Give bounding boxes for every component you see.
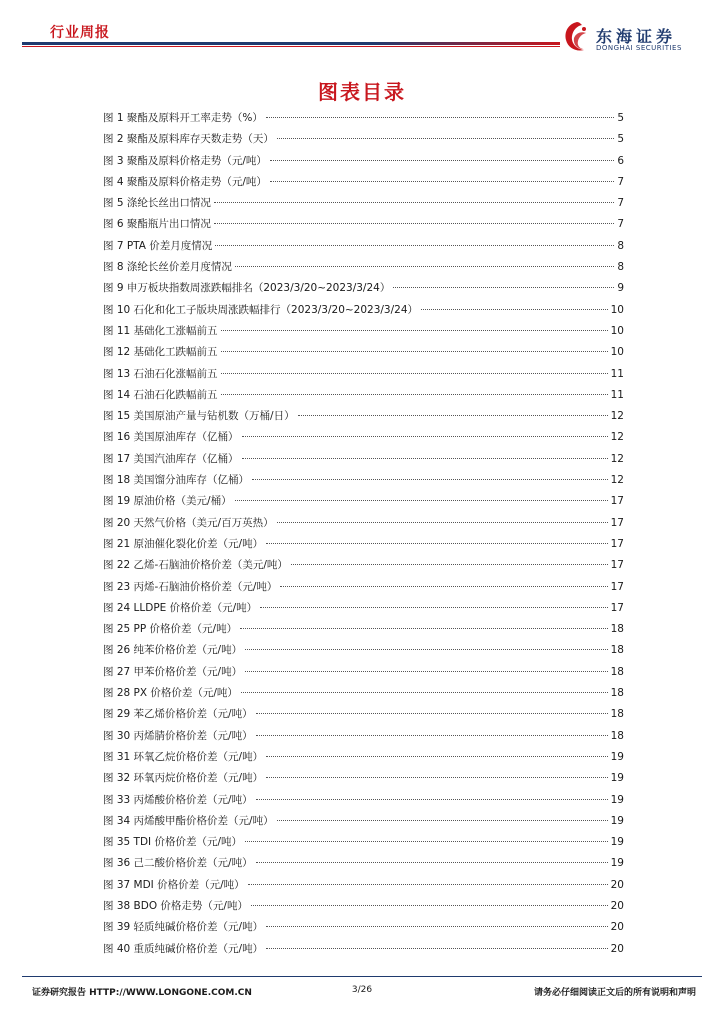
toc-leader-dots [245, 649, 608, 650]
toc-entry[interactable] [103, 662, 624, 683]
toc-entry-page: 18 [610, 687, 624, 700]
toc-leader-dots [256, 799, 608, 800]
toc-leader-dots [266, 543, 608, 544]
toc-leader-dots [215, 245, 614, 246]
toc-entry-title: 图 23 丙烯-石脑油价格价差（元/吨） [103, 580, 278, 593]
toc-entry[interactable] [103, 449, 624, 470]
toc-leader-dots [266, 777, 608, 778]
toc-entry[interactable] [103, 832, 624, 853]
figure-index-list [103, 108, 624, 960]
toc-entry-title: 图 34 丙烯酸甲酯价格价差（元/吨） [103, 814, 274, 827]
toc-entry[interactable] [103, 151, 624, 172]
toc-entry-title: 图 33 丙烯酸价格价差（元/吨） [103, 793, 253, 806]
toc-entry-title: 图 7 PTA 价差月度情况 [103, 239, 213, 252]
toc-leader-dots [235, 500, 608, 501]
toc-entry[interactable] [103, 555, 624, 576]
toc-leader-dots [221, 394, 608, 395]
header-divider [22, 42, 560, 45]
toc-entry[interactable] [103, 300, 624, 321]
toc-leader-dots [221, 373, 608, 374]
footer-divider [22, 976, 702, 977]
toc-leader-dots [240, 628, 608, 629]
toc-entry[interactable] [103, 534, 624, 555]
toc-entry-title: 图 12 基础化工跌幅前五 [103, 346, 218, 359]
toc-entry-page: 19 [610, 772, 624, 785]
toc-entry[interactable] [103, 427, 624, 448]
toc-entry[interactable] [103, 385, 624, 406]
toc-entry-title: 图 8 涤纶长丝价差月度情况 [103, 261, 232, 274]
toc-leader-dots [214, 223, 614, 224]
toc-leader-dots [260, 607, 607, 608]
toc-leader-dots [221, 351, 608, 352]
toc-entry[interactable] [103, 342, 624, 363]
toc-entry[interactable] [103, 896, 624, 917]
toc-entry-page: 12 [610, 452, 624, 465]
toc-entry-title: 图 15 美国原油产量与钻机数（万桶/日） [103, 410, 295, 423]
toc-entry-title: 图 28 PX 价格价差（元/吨） [103, 687, 238, 700]
toc-entry-title: 图 2 聚酯及原料库存天数走势（天） [103, 133, 274, 146]
toc-entry-title: 图 3 聚酯及原料价格走势（元/吨） [103, 154, 267, 167]
toc-leader-dots [277, 138, 614, 139]
toc-entry-title: 图 22 乙烯-石脑油价格价差（美元/吨） [103, 559, 288, 572]
toc-entry[interactable] [103, 278, 624, 299]
toc-entry[interactable] [103, 704, 624, 725]
toc-entry[interactable] [103, 214, 624, 235]
toc-entry-page: 6 [617, 154, 624, 167]
toc-entry-title: 图 5 涤纶长丝出口情况 [103, 197, 211, 210]
toc-leader-dots [280, 586, 607, 587]
toc-entry[interactable] [103, 193, 624, 214]
page-title: 图表目录 [318, 80, 406, 104]
toc-entry-title: 图 20 天然气价格（美元/百万英热） [103, 516, 274, 529]
toc-leader-dots [266, 756, 608, 757]
toc-entry-title: 图 19 原油价格（美元/桶） [103, 495, 232, 508]
header-divider-thin [22, 46, 560, 47]
toc-entry[interactable] [103, 491, 624, 512]
toc-entry-page: 18 [610, 665, 624, 678]
toc-entry[interactable] [103, 108, 624, 129]
toc-entry[interactable] [103, 321, 624, 342]
toc-entry-title: 图 9 申万板块指数周涨跌幅排名（2023/3/20~2023/3/24） [103, 282, 391, 295]
toc-entry-title: 图 27 甲苯价格价差（元/吨） [103, 665, 243, 678]
toc-leader-dots [245, 841, 608, 842]
toc-entry-title: 图 16 美国原油库存（亿桶） [103, 431, 239, 444]
toc-leader-dots [221, 330, 608, 331]
toc-entry-title: 图 30 丙烯腈价格价差（元/吨） [103, 729, 253, 742]
toc-entry-page: 17 [610, 601, 624, 614]
toc-entry-page: 12 [610, 410, 624, 423]
toc-entry-page: 5 [617, 133, 624, 146]
toc-entry-page: 11 [610, 367, 624, 380]
toc-entry[interactable] [103, 513, 624, 534]
toc-leader-dots [270, 181, 614, 182]
toc-entry[interactable] [103, 406, 624, 427]
footer-source: 证券研究报告 HTTP://WWW.LONGONE.COM.CN [32, 988, 252, 998]
toc-entry-page: 7 [617, 218, 624, 231]
toc-entry-page: 9 [617, 282, 624, 295]
toc-entry-page: 19 [610, 750, 624, 763]
footer-page-number: 3/26 [351, 985, 373, 995]
logo-subtitle: DONGHAI SECURITIES [596, 44, 682, 52]
toc-entry-title: 图 31 环氧乙烷价格价差（元/吨） [103, 750, 264, 763]
toc-leader-dots [256, 735, 608, 736]
toc-entry[interactable] [103, 129, 624, 150]
toc-leader-dots [393, 287, 614, 288]
toc-entry[interactable] [103, 364, 624, 385]
toc-entry-title: 图 25 PP 价格价差（元/吨） [103, 623, 238, 636]
toc-entry[interactable] [103, 917, 624, 938]
toc-entry[interactable] [103, 790, 624, 811]
toc-entry-title: 图 11 基础化工涨幅前五 [103, 324, 218, 337]
toc-entry-page: 12 [610, 474, 624, 487]
toc-entry-page: 8 [617, 261, 624, 274]
toc-entry[interactable] [103, 726, 624, 747]
toc-entry-page: 18 [610, 623, 624, 636]
toc-entry-title: 图 39 轻质纯碱价格价差（元/吨） [103, 921, 264, 934]
toc-entry[interactable] [103, 598, 624, 619]
toc-leader-dots [270, 160, 614, 161]
toc-leader-dots [248, 884, 608, 885]
toc-leader-dots [245, 671, 608, 672]
toc-leader-dots [214, 202, 614, 203]
toc-entry-page: 10 [610, 346, 624, 359]
toc-entry-page: 20 [610, 942, 624, 955]
toc-leader-dots [298, 415, 608, 416]
toc-entry-page: 7 [617, 197, 624, 210]
toc-entry-page: 19 [610, 857, 624, 870]
toc-entry[interactable] [103, 747, 624, 768]
toc-leader-dots [277, 522, 608, 523]
toc-entry-page: 20 [610, 921, 624, 934]
toc-entry-page: 17 [610, 495, 624, 508]
toc-entry-page: 19 [610, 793, 624, 806]
toc-entry-page: 17 [610, 559, 624, 572]
toc-leader-dots [256, 713, 608, 714]
toc-leader-dots [291, 564, 608, 565]
toc-entry-title: 图 1 聚酯及原料开工率走势（%） [103, 112, 263, 124]
toc-leader-dots [251, 905, 608, 906]
toc-entry-page: 11 [610, 388, 624, 401]
toc-entry-title: 图 21 原油催化裂化价差（元/吨） [103, 537, 264, 550]
toc-entry-title: 图 24 LLDPE 价格价差（元/吨） [103, 601, 258, 614]
toc-entry-page: 10 [610, 303, 624, 316]
toc-entry-page: 12 [610, 431, 624, 444]
toc-entry-title: 图 29 苯乙烯价格价差（元/吨） [103, 708, 253, 721]
toc-entry-page: 17 [610, 580, 624, 593]
toc-leader-dots [235, 266, 614, 267]
toc-entry-title: 图 10 石化和化工子版块周涨跌幅排行（2023/3/20~2023/3/24） [103, 303, 419, 316]
logo-name: 东海证券 [596, 27, 677, 46]
toc-entry-title: 图 35 TDI 价格价差（元/吨） [103, 836, 243, 849]
toc-leader-dots [241, 692, 608, 693]
toc-entry-page: 19 [610, 814, 624, 827]
report-type-label: 行业周报 [50, 25, 110, 41]
toc-leader-dots [242, 436, 608, 437]
toc-entry-title: 图 17 美国汽油库存（亿桶） [103, 452, 239, 465]
toc-entry[interactable] [103, 811, 624, 832]
toc-entry[interactable] [103, 875, 624, 896]
toc-entry-page: 20 [610, 899, 624, 912]
toc-entry[interactable] [103, 172, 624, 193]
toc-leader-dots [242, 458, 608, 459]
toc-entry[interactable] [103, 577, 624, 598]
toc-entry-page: 17 [610, 537, 624, 550]
company-logo [562, 20, 710, 54]
toc-entry-title: 图 38 BDO 价格走势（元/吨） [103, 899, 248, 912]
toc-entry[interactable] [103, 853, 624, 874]
toc-leader-dots [252, 479, 608, 480]
toc-entry[interactable] [103, 236, 624, 257]
toc-leader-dots [266, 926, 608, 927]
toc-entry-title: 图 26 纯苯价格价差（元/吨） [103, 644, 243, 657]
toc-entry-page: 20 [610, 878, 624, 891]
toc-entry[interactable] [103, 939, 624, 960]
toc-entry[interactable] [103, 768, 624, 789]
footer-disclaimer: 请务必仔细阅读正文后的所有说明和声明 [533, 988, 696, 998]
toc-entry[interactable] [103, 619, 624, 640]
toc-entry[interactable] [103, 683, 624, 704]
toc-leader-dots [266, 948, 608, 949]
toc-entry[interactable] [103, 470, 624, 491]
toc-leader-dots [421, 309, 608, 310]
toc-entry-title: 图 13 石油石化涨幅前五 [103, 367, 218, 380]
toc-leader-dots [256, 862, 608, 863]
toc-entry-title: 图 36 己二酸价格价差（元/吨） [103, 857, 253, 870]
toc-entry-page: 7 [617, 175, 624, 188]
toc-entry-page: 19 [610, 836, 624, 849]
toc-leader-dots [266, 117, 614, 118]
donghai-logo-icon [562, 20, 592, 54]
toc-entry-title: 图 14 石油石化跌幅前五 [103, 388, 218, 401]
toc-entry-page: 8 [617, 239, 624, 252]
toc-entry-page: 10 [610, 324, 624, 337]
toc-entry[interactable] [103, 640, 624, 661]
toc-entry[interactable] [103, 257, 624, 278]
toc-entry-title: 图 18 美国馏分油库存（亿桶） [103, 474, 250, 487]
toc-entry-page: 18 [610, 644, 624, 657]
toc-entry-title: 图 40 重质纯碱价格价差（元/吨） [103, 942, 264, 955]
toc-entry-title: 图 32 环氧丙烷价格价差（元/吨） [103, 772, 264, 785]
toc-entry-title: 图 4 聚酯及原料价格走势（元/吨） [103, 175, 267, 188]
toc-entry-page: 18 [610, 729, 624, 742]
toc-entry-page: 17 [610, 516, 624, 529]
toc-entry-title: 图 37 MDI 价格价差（元/吨） [103, 878, 245, 891]
toc-entry-title: 图 6 聚酯瓶片出口情况 [103, 218, 211, 231]
toc-leader-dots [277, 820, 608, 821]
toc-entry-page: 5 [617, 112, 624, 124]
toc-entry-page: 18 [610, 708, 624, 721]
